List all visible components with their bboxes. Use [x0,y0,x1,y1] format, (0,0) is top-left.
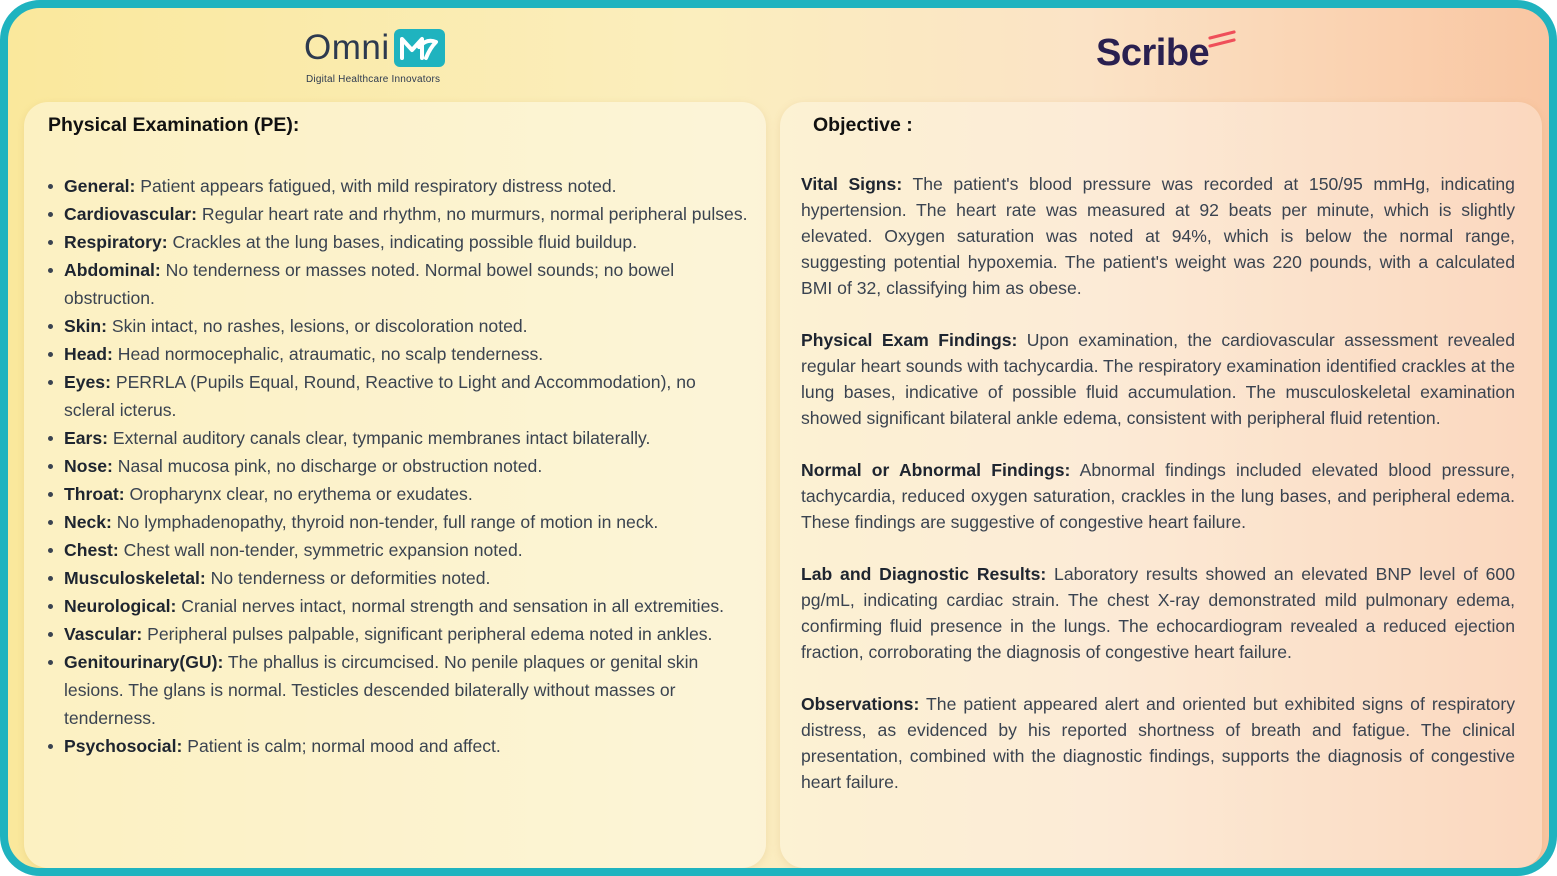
item-label: Genitourinary(GU): [64,652,224,672]
item-label: Skin: [64,316,108,336]
physical-exam-card [24,102,766,868]
item-label: Chest: [64,540,119,560]
item-text: No tenderness or masses noted. Normal bowel sounds; no bowel obstruction. [64,260,675,308]
list-item [48,536,748,564]
item-label: Abdominal: [64,260,161,280]
objective-section-observations [801,691,1515,795]
item-text: Cranial nerves intact, normal strength and sensation in all extremities. [176,596,725,616]
list-item [48,256,748,312]
scribe-logo-word: Scribe [1096,32,1210,74]
item-label: Throat: [64,484,125,504]
section-label: Physical Exam Findings: [801,330,1018,350]
item-text: Skin intact, no rashes, lesions, or discoloration noted. [107,316,528,336]
item-text: The phallus is circumcised. No penile plaques or genital skin lesions. The glans is normal. Testicles descended bilaterally without masses or tenderness. [64,652,699,728]
item-text: Crackles at the lung bases, indicating possible fluid buildup. [167,232,638,252]
omnimd-tagline: Digital Healthcare Innovators [306,74,441,85]
item-text: Head normocephalic, atraumatic, no scalp tenderness. [112,344,544,364]
omnimd-logo [304,26,474,96]
objective-section-vital-signs [801,171,1515,301]
objective-card [780,102,1542,868]
item-text: Chest wall non-tender, symmetric expansion noted. [118,540,523,560]
objective-sections [801,171,1515,821]
objective-section-lab-results [801,561,1515,665]
list-item [48,172,748,200]
item-label: Neck: [64,512,112,532]
item-label: Neurological: [64,596,177,616]
scribe-accent-icon [1207,30,1237,54]
item-text: Nasal mucosa pink, no discharge or obstruction noted. [112,456,543,476]
item-label: Cardiovascular: [64,204,197,224]
omnimd-m-icon [399,34,439,62]
item-text: No tenderness or deformities noted. [205,568,491,588]
omnimd-logo-word: Omni [304,28,390,67]
list-item [48,340,748,368]
omnimd-logo-badge [394,29,445,67]
section-text: Laboratory results showed an elevated BNP level of 600 pg/mL, indicating cardiac strain. The chest X-ray demonstrated mild pulmonary edema, confirming fluid presence in the lungs. The echocardiogram revealed a reduced ejection fraction, corroborating the diagnosis of congestive heart failure. [801,564,1515,662]
item-label: Vascular: [64,624,143,644]
list-item [48,620,748,648]
item-label: Respiratory: [64,232,168,252]
item-label: General: [64,176,136,196]
item-label: Eyes: [64,372,111,392]
list-item [48,368,748,424]
list-item [48,452,748,480]
objective-title: Objective : [813,114,913,136]
list-item [48,648,748,732]
item-label: Psychosocial: [64,736,183,756]
list-item [48,564,748,592]
item-text: Patient appears fatigued, with mild respiratory distress noted. [135,176,617,196]
physical-exam-list [48,172,748,760]
section-label: Observations: [801,694,920,714]
list-item [48,228,748,256]
item-label: Head: [64,344,113,364]
objective-section-findings [801,457,1515,535]
section-text: Upon examination, the cardiovascular assessment revealed regular heart sounds with tachycardia. The respiratory examination identified crackles at the lung bases, indicative of possible fluid accumulation. The musculoskeletal examination showed significant bilateral ankle edema, consistent with peripheral fluid retention. [801,330,1515,428]
item-text: Oropharynx clear, no erythema or exudates. [124,484,473,504]
objective-section-physical-exam [801,327,1515,431]
item-text: Peripheral pulses palpable, significant peripheral edema noted in ankles. [142,624,713,644]
section-label: Normal or Abnormal Findings: [801,460,1071,480]
list-item [48,592,748,620]
scribe-logo [1096,28,1237,78]
item-text: External auditory canals clear, tympanic membranes intact bilaterally. [108,428,651,448]
list-item [48,424,748,452]
list-item [48,200,748,228]
list-item [48,732,748,760]
section-text: The patient's blood pressure was recorded at 150/95 mmHg, indicating hypertension. The heart rate was measured at 92 beats per minute, which is slightly elevated. Oxygen saturation was noted at 94%, which is below the normal range, suggesting potential hypoxemia. The patient's weight was 220 pounds, with a calculated BMI of 32, classifying him as obese. [801,174,1515,298]
item-text: PERRLA (Pupils Equal, Round, Reactive to Light and Accommodation), no scleral icterus. [64,372,696,420]
physical-exam-title: Physical Examination (PE): [48,114,300,136]
item-text: No lymphadenopathy, thyroid non-tender, full range of motion in neck. [111,512,659,532]
section-text: Abnormal findings included elevated blood pressure, tachycardia, reduced oxygen saturation, crackles in the lung bases, and peripheral edema. These findings are suggestive of congestive heart failure. [801,460,1515,532]
item-text: Patient is calm; normal mood and affect. [182,736,501,756]
section-label: Lab and Diagnostic Results: [801,564,1047,584]
section-label: Vital Signs: [801,174,903,194]
item-text: Regular heart rate and rhythm, no murmurs, normal peripheral pulses. [196,204,748,224]
item-label: Ears: [64,428,109,448]
list-item [48,508,748,536]
item-label: Musculoskeletal: [64,568,206,588]
list-item [48,480,748,508]
item-label: Nose: [64,456,113,476]
list-item [48,312,748,340]
section-text: The patient appeared alert and oriented but exhibited signs of respiratory distress, as evidenced by his reported shortness of breath and fatigue. The clinical presentation, combined with the diagnostic findings, supports the diagnosis of congestive heart failure. [801,694,1515,792]
